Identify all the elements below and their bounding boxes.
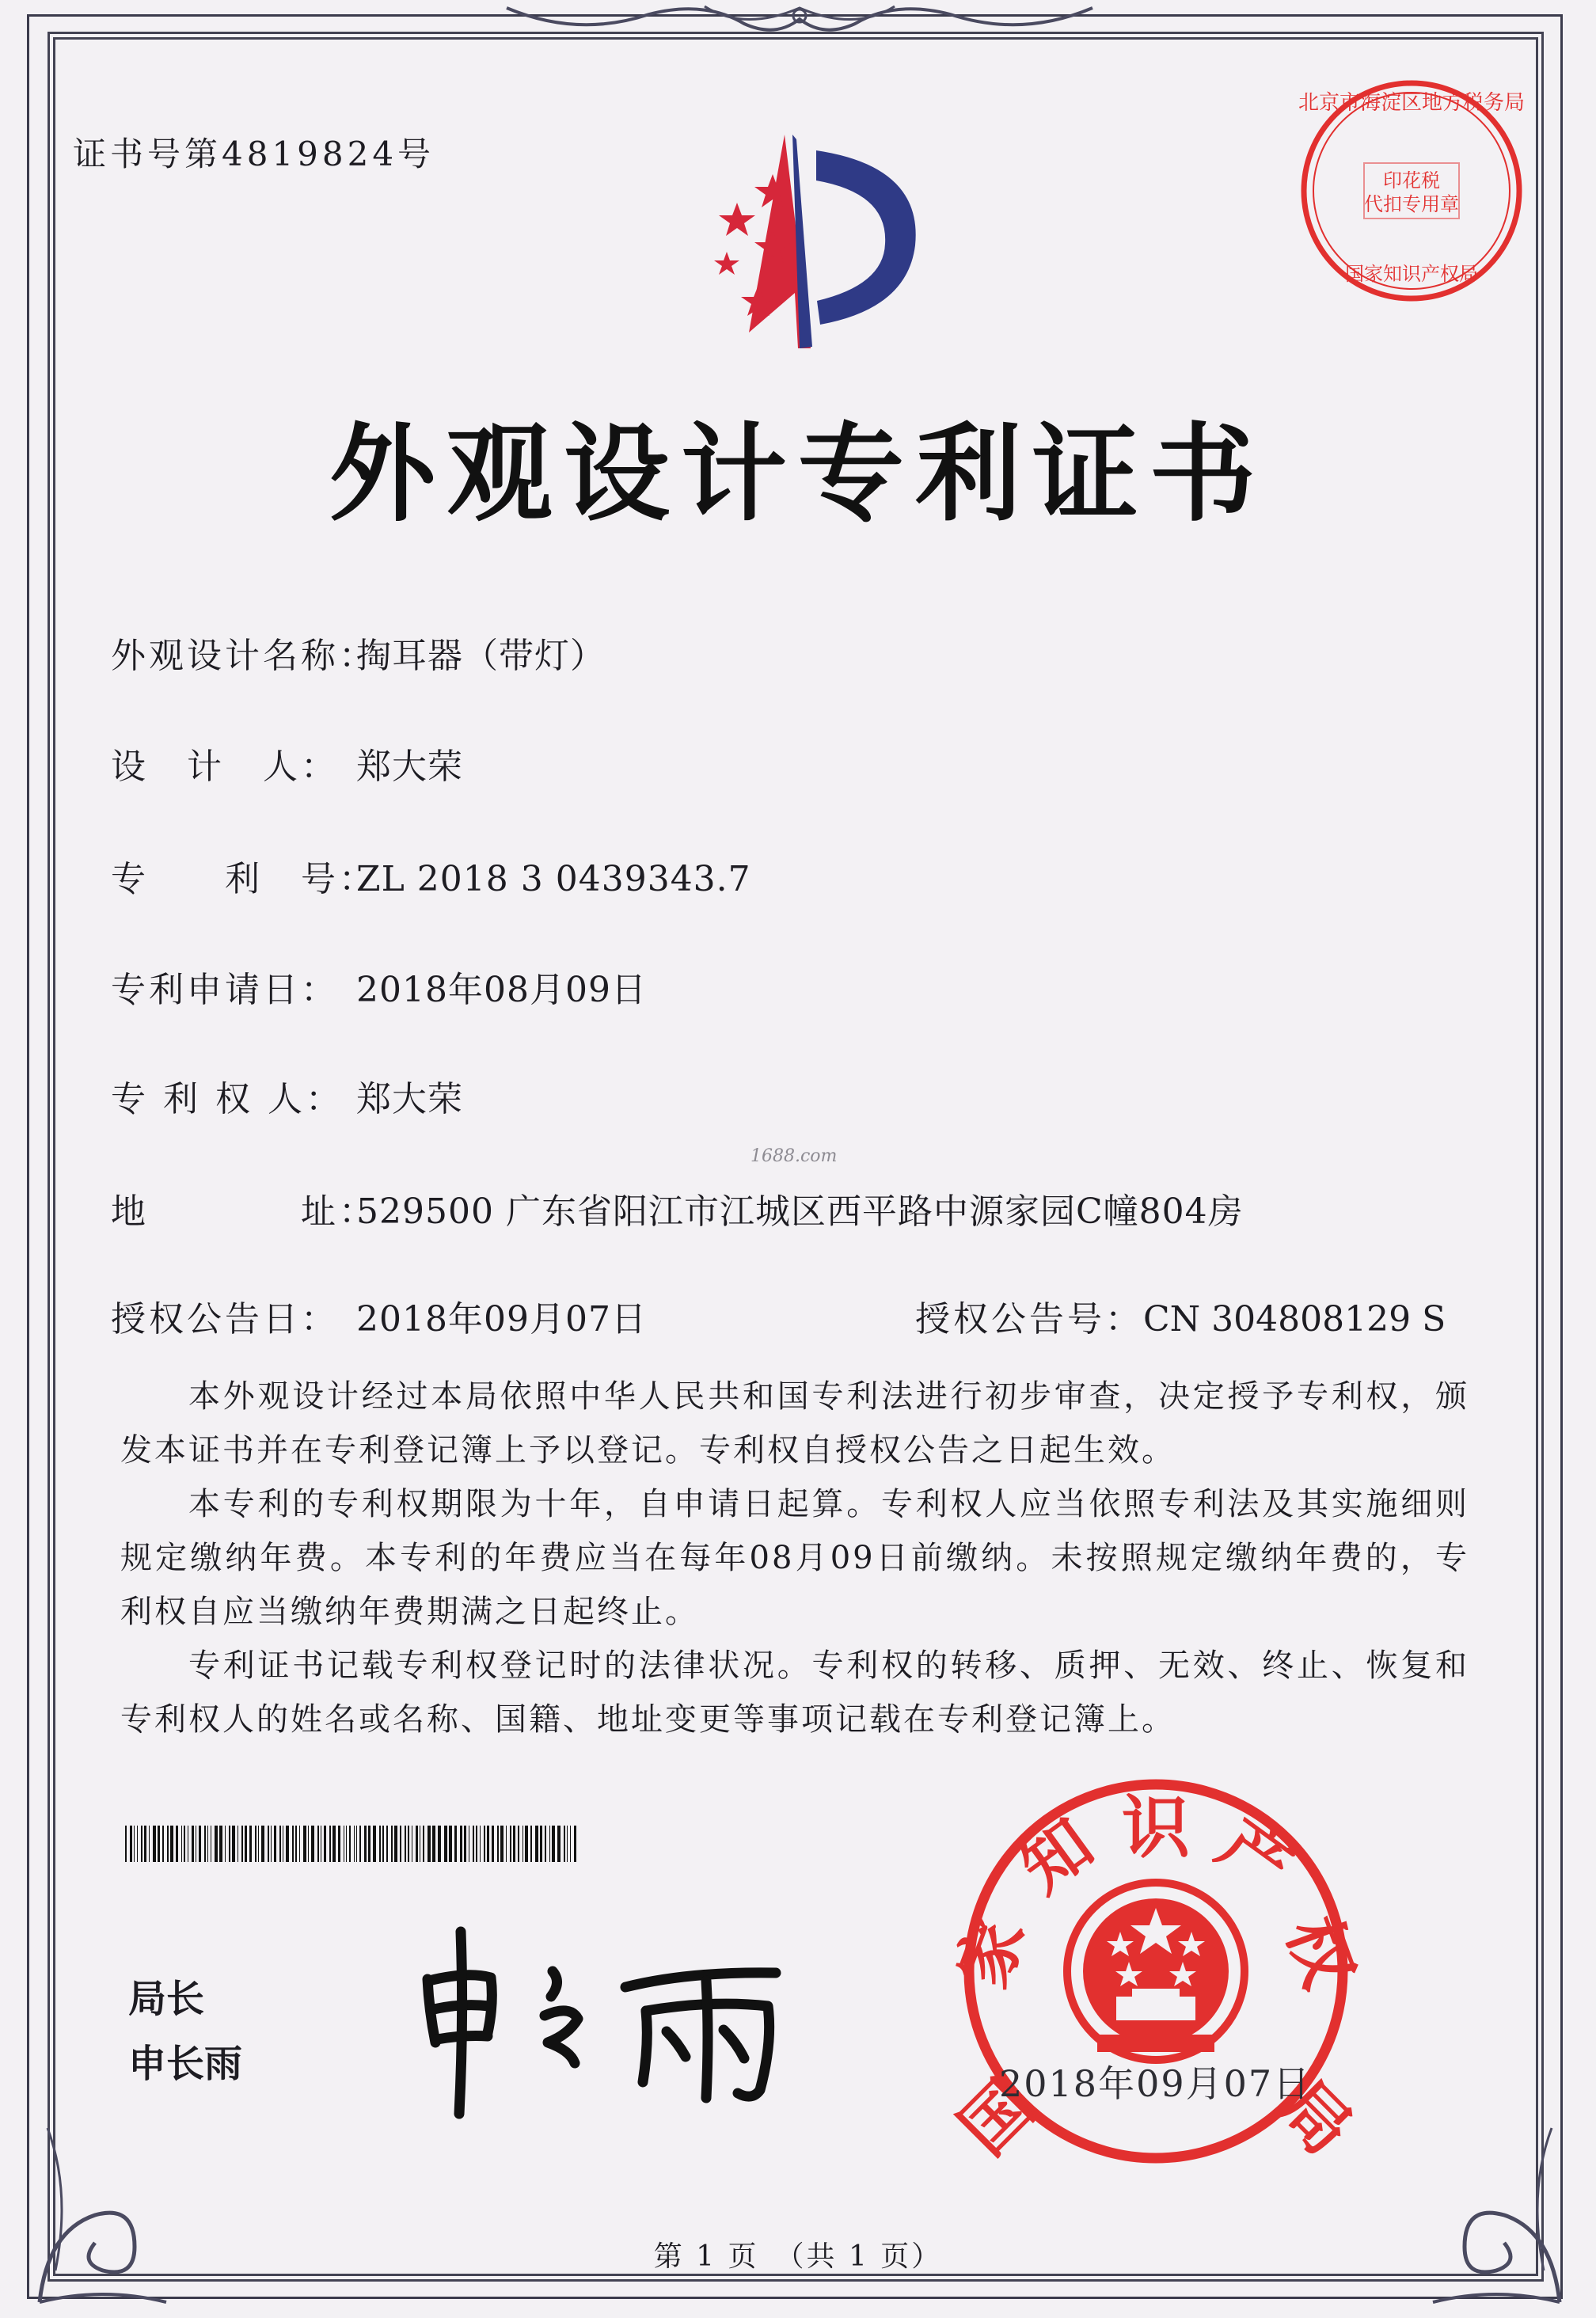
barcode-bar bbox=[170, 1826, 173, 1862]
barcode-bar bbox=[268, 1826, 269, 1862]
field-value: ZL 2018 3 0439343.7 bbox=[356, 859, 751, 899]
svg-text:北京市海淀区地方税务局: 北京市海淀区地方税务局 bbox=[1298, 91, 1526, 115]
svg-text:代扣专用章: 代扣专用章 bbox=[1364, 193, 1459, 215]
barcode-bar bbox=[416, 1826, 418, 1862]
svg-text:局: 局 bbox=[1262, 2065, 1367, 2171]
barcode-bar bbox=[153, 1826, 156, 1862]
barcode-bar bbox=[373, 1826, 376, 1862]
svg-text:知: 知 bbox=[1005, 1803, 1108, 1909]
barcode-bar bbox=[292, 1826, 294, 1862]
barcode-bar bbox=[258, 1826, 259, 1862]
watermark: 1688.com bbox=[750, 1146, 838, 1166]
barcode-bar bbox=[261, 1826, 264, 1862]
barcode-bar bbox=[525, 1826, 528, 1862]
barcode-bar bbox=[229, 1826, 230, 1862]
field-value: CN 304808129 S bbox=[1143, 1299, 1446, 1340]
barcode bbox=[125, 1826, 581, 1862]
barcode-bar bbox=[359, 1826, 361, 1862]
page-number: 第 1 页 （共 1 页） bbox=[653, 2240, 943, 2273]
barcode-bar bbox=[394, 1826, 397, 1862]
field-value: 2018年09月07日 bbox=[356, 1299, 647, 1340]
field-patent-number bbox=[111, 850, 751, 901]
director-name: 申长雨 bbox=[128, 2042, 243, 2086]
svg-text:识: 识 bbox=[1122, 1788, 1190, 1868]
barcode-bar bbox=[141, 1826, 142, 1862]
barcode-bar bbox=[530, 1826, 532, 1862]
barcode-bar bbox=[225, 1826, 226, 1862]
barcode-bar bbox=[232, 1826, 235, 1862]
field-grant-date bbox=[111, 1290, 647, 1341]
barcode-bar bbox=[552, 1826, 555, 1862]
barcode-bar bbox=[454, 1826, 457, 1862]
field-label: 设 计 人： bbox=[111, 747, 339, 787]
barcode-bar bbox=[535, 1826, 538, 1862]
barcode-bar bbox=[460, 1826, 462, 1862]
barcode-bar bbox=[405, 1826, 406, 1862]
barcode-bar bbox=[158, 1826, 160, 1862]
bottom-right-ornament bbox=[1417, 2112, 1568, 2310]
field-label: 地 址： bbox=[111, 1191, 377, 1232]
tax-seal bbox=[1297, 76, 1526, 306]
barcode-bar bbox=[184, 1826, 185, 1862]
barcode-bar bbox=[271, 1826, 272, 1862]
top-ornament bbox=[507, 0, 1092, 40]
barcode-bar bbox=[338, 1826, 340, 1862]
barcode-bar bbox=[245, 1826, 247, 1862]
barcode-bar bbox=[484, 1826, 485, 1862]
field-value: 郑大荣 bbox=[356, 747, 463, 787]
field-design-name bbox=[111, 627, 606, 678]
barcode-bar bbox=[564, 1826, 565, 1862]
barcode-bar bbox=[500, 1826, 504, 1862]
barcode-bar bbox=[125, 1826, 127, 1862]
barcode-bar bbox=[204, 1826, 206, 1862]
barcode-bar bbox=[137, 1826, 138, 1862]
barcode-bar bbox=[391, 1826, 393, 1862]
barcode-bar bbox=[449, 1826, 452, 1862]
field-application-date bbox=[111, 961, 647, 1012]
paragraph-legal-status: 专利证书记载专利权登记时的法律状况。专利权的转移、质押、无效、终止、恢复和专利权人的姓名或名称、国籍、地址变更等事项记载在专利登记簿上。 bbox=[120, 1647, 1469, 1738]
barcode-bar bbox=[274, 1826, 276, 1862]
barcode-bar bbox=[522, 1826, 523, 1862]
grant-date-stamp: 2018年09月07日 bbox=[999, 2062, 1312, 2105]
barcode-bar bbox=[356, 1826, 357, 1862]
field-label: 专利申请日： bbox=[111, 970, 339, 1010]
barcode-bar bbox=[286, 1826, 289, 1862]
director-title: 局长 bbox=[128, 1977, 205, 2021]
field-label: 外观设计名称： bbox=[111, 636, 377, 676]
barcode-bar bbox=[497, 1826, 499, 1862]
field-publication-number bbox=[915, 1290, 1446, 1341]
field-patentee bbox=[111, 1070, 463, 1121]
barcode-bar bbox=[464, 1826, 466, 1862]
field-value: 掏耳器（带灯） bbox=[356, 636, 606, 676]
barcode-bar bbox=[299, 1826, 300, 1862]
barcode-bar bbox=[144, 1826, 146, 1862]
barcode-bar bbox=[249, 1826, 252, 1862]
barcode-bar bbox=[279, 1826, 281, 1862]
barcode-bar bbox=[438, 1826, 441, 1862]
svg-text:产: 产 bbox=[1203, 1803, 1306, 1909]
barcode-bar bbox=[368, 1826, 370, 1862]
barcode-bar bbox=[557, 1826, 560, 1862]
barcode-bar bbox=[400, 1826, 401, 1862]
barcode-bar bbox=[329, 1826, 331, 1862]
barcode-bar bbox=[545, 1826, 546, 1862]
barcode-bar bbox=[311, 1826, 314, 1862]
signature bbox=[412, 1924, 823, 2122]
barcode-bar bbox=[428, 1826, 431, 1862]
barcode-bar bbox=[549, 1826, 550, 1862]
barcode-bar bbox=[332, 1826, 336, 1862]
barcode-bar bbox=[513, 1826, 515, 1862]
barcode-bar bbox=[432, 1826, 435, 1862]
field-value: 529500 广东省阳江市江城区西平路中源家园C幢804房 bbox=[356, 1191, 1244, 1232]
barcode-bar bbox=[423, 1826, 424, 1862]
barcode-bar bbox=[295, 1826, 297, 1862]
barcode-bar bbox=[540, 1826, 542, 1862]
barcode-bar bbox=[324, 1826, 326, 1862]
cnipa-seal bbox=[943, 1773, 1369, 2171]
certificate-number: 证书号第4819824号 bbox=[73, 135, 435, 173]
barcode-bar bbox=[473, 1826, 474, 1862]
field-value: 2018年08月09日 bbox=[356, 970, 647, 1010]
barcode-bar bbox=[364, 1826, 367, 1862]
barcode-bar bbox=[192, 1826, 194, 1862]
svg-text:国: 国 bbox=[944, 2065, 1050, 2171]
svg-text:印花税: 印花税 bbox=[1383, 169, 1440, 192]
barcode-bar bbox=[167, 1826, 169, 1862]
barcode-bar bbox=[346, 1826, 347, 1862]
barcode-bar bbox=[317, 1826, 319, 1862]
barcode-bar bbox=[476, 1826, 477, 1862]
certificate-title: 外观设计专利证书 bbox=[329, 412, 1267, 536]
barcode-bar bbox=[176, 1826, 178, 1862]
barcode-bar bbox=[510, 1826, 511, 1862]
barcode-bar bbox=[215, 1826, 218, 1862]
barcode-bar bbox=[570, 1826, 571, 1862]
svg-text:家: 家 bbox=[943, 1906, 1041, 1998]
field-label: 授权公告日： bbox=[111, 1299, 339, 1340]
barcode-bar bbox=[487, 1826, 489, 1862]
barcode-bar bbox=[134, 1826, 135, 1862]
barcode-bar bbox=[241, 1826, 243, 1862]
field-label: 专 利 权 人： bbox=[111, 1079, 344, 1119]
barcode-bar bbox=[480, 1826, 481, 1862]
barcode-bar bbox=[382, 1826, 384, 1862]
barcode-bar bbox=[386, 1826, 388, 1862]
svg-text:国家知识产权局: 国家知识产权局 bbox=[1345, 263, 1478, 285]
barcode-bar bbox=[349, 1826, 351, 1862]
barcode-bar bbox=[255, 1826, 256, 1862]
barcode-bar bbox=[567, 1826, 568, 1862]
cnipa-logo-icon bbox=[654, 135, 939, 356]
barcode-bar bbox=[518, 1826, 519, 1862]
barcode-bar bbox=[354, 1826, 355, 1862]
barcode-bar bbox=[308, 1826, 309, 1862]
svg-text:权: 权 bbox=[1271, 1906, 1369, 1998]
field-value: 郑大荣 bbox=[356, 1079, 463, 1119]
barcode-bar bbox=[506, 1826, 507, 1862]
barcode-bar bbox=[149, 1826, 150, 1862]
barcode-bar bbox=[379, 1826, 381, 1862]
barcode-bar bbox=[574, 1826, 576, 1862]
barcode-bar bbox=[492, 1826, 494, 1862]
field-address bbox=[111, 1183, 1244, 1233]
barcode-bar bbox=[199, 1826, 201, 1862]
field-designer bbox=[111, 738, 463, 788]
barcode-bar bbox=[181, 1826, 182, 1862]
bottom-left-ornament bbox=[32, 2112, 182, 2310]
field-label: 专 利 号： bbox=[111, 859, 377, 899]
barcode-bar bbox=[207, 1826, 208, 1862]
barcode-bar bbox=[408, 1826, 409, 1862]
paragraph-grant: 本外观设计经过本局依照中华人民共和国专利法进行初步审查，决定授予专利权，颁发本证书并在专利登记簿上予以登记。专利权自授权公告之日起生效。 bbox=[120, 1378, 1469, 1469]
barcode-bar bbox=[303, 1826, 306, 1862]
barcode-bar bbox=[162, 1826, 164, 1862]
national-emblem-icon bbox=[1067, 1883, 1244, 2060]
barcode-bar bbox=[444, 1826, 447, 1862]
field-label: 授权公告号： bbox=[915, 1299, 1143, 1340]
barcode-bar bbox=[219, 1826, 222, 1862]
barcode-bar bbox=[130, 1826, 132, 1862]
paragraph-term: 本专利的专利权期限为十年，自申请日起算。专利权人应当依照专利法及其实施细则规定缴纳年费。本专利的年费应当在每年08月09日前缴纳。未按照规定缴纳年费的，专利权自应当缴纳年费期满之日起终止。 bbox=[120, 1486, 1469, 1630]
